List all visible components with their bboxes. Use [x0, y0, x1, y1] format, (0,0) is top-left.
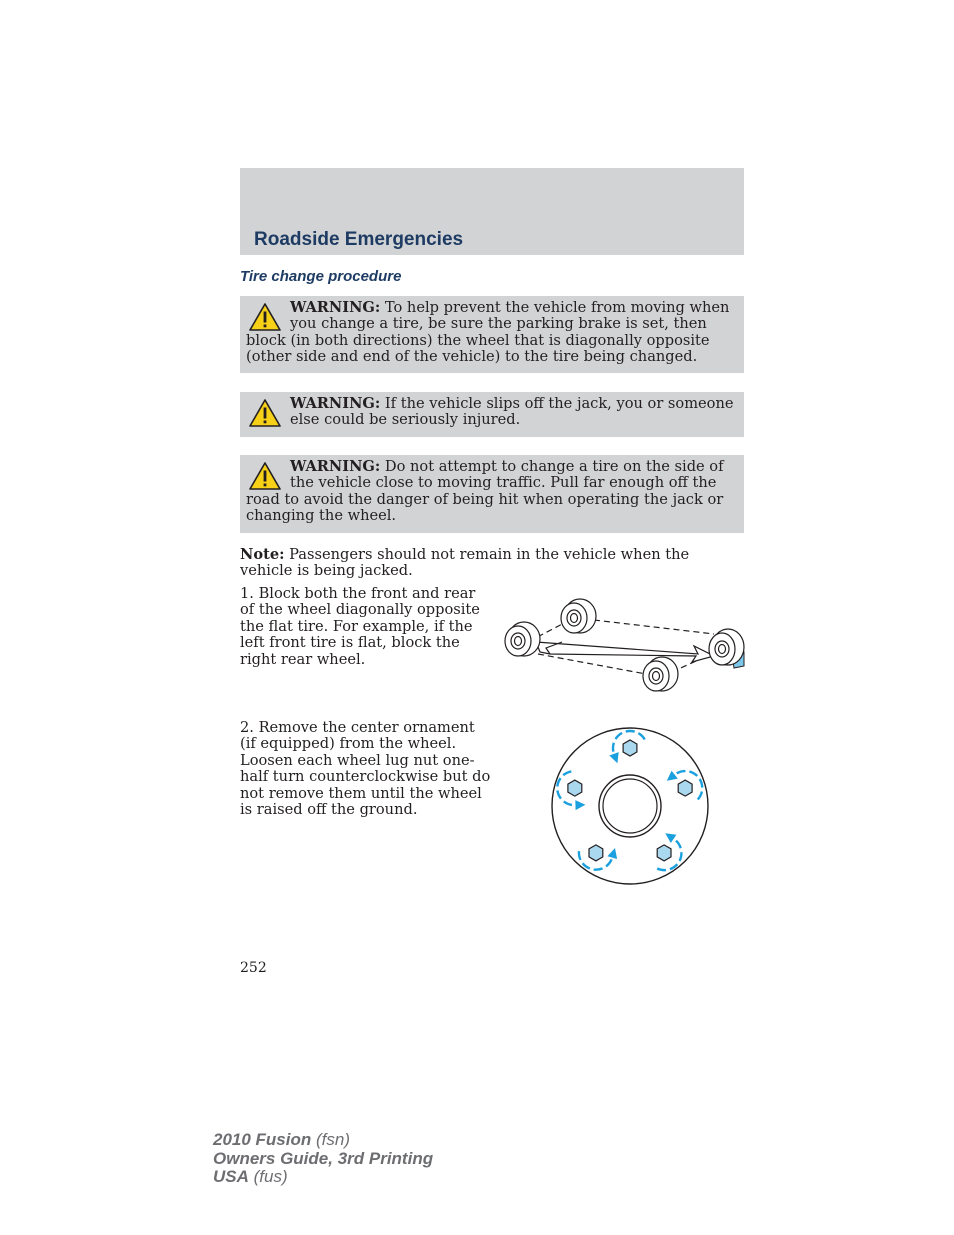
page-number: 252	[240, 960, 267, 976]
lug-nut-icon	[568, 780, 582, 796]
wheel-block-diagram	[498, 596, 748, 696]
footer	[213, 1131, 433, 1187]
warning-text: Do not attempt to change a tire on the side of the vehicle close to moving traffic. Pull far enough off the road to avoid the danger of being hit when operating the jack or changing the wheel.	[246, 458, 724, 525]
warning-label: WARNING:	[290, 458, 381, 475]
lug-nut-icon	[657, 845, 671, 861]
lug-nut-icon	[589, 845, 603, 861]
warning-triangle-icon	[248, 302, 282, 332]
warning-text: To help prevent the vehicle from moving when you change a tire, be sure the parking brake is set, then block (in both directions) the wheel that is diagonally opposite (other side and end of the vehicle) to the tire being changed.	[246, 299, 730, 366]
footer-line-1: 2010 Fusion (fsn)	[213, 1130, 350, 1149]
warning-box	[240, 455, 744, 533]
lug-nut-icon	[623, 740, 637, 756]
warning-triangle-icon	[248, 398, 282, 428]
footer-line-3: USA (fus)	[213, 1167, 288, 1186]
lug-nut-diagram	[548, 724, 712, 888]
step-1-text: 1. Block both the front and rear of the wheel diagonally opposite the flat tire. For example, if the left front tire is flat, block the right rear wheel.	[240, 585, 480, 668]
warning-label: WARNING:	[290, 299, 381, 316]
footer-line-2: Owners Guide, 3rd Printing	[213, 1148, 434, 1168]
warning-box	[240, 392, 744, 437]
note-label: Note:	[240, 546, 285, 563]
warning-triangle-icon	[248, 461, 282, 491]
step-2-text: 2. Remove the center ornament (if equipped) from the wheel. Loosen each wheel lug nut one-half turn counterclockwise but do not remove them until the wheel is raised off the ground.	[240, 719, 491, 819]
lug-nut-icon	[678, 780, 692, 796]
warning-label: WARNING:	[290, 395, 381, 412]
sub-title: Tire change procedure	[240, 268, 402, 285]
warning-text: If the vehicle slips off the jack, you or someone else could be seriously injured.	[290, 395, 734, 429]
warning-box	[240, 296, 744, 373]
note-paragraph	[240, 547, 744, 580]
note-text: Passengers should not remain in the vehicle when the vehicle is being jacked.	[240, 546, 690, 580]
section-title: Roadside Emergencies	[254, 229, 464, 250]
